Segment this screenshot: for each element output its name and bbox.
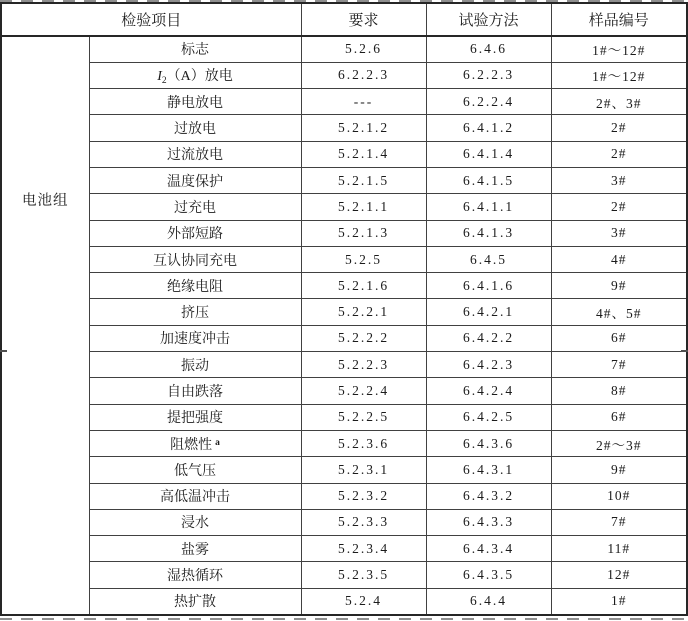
item-cell (89, 246, 301, 272)
page-break-tick-left (0, 350, 7, 352)
table-row (1, 536, 687, 562)
table-row (1, 62, 687, 88)
method-cell: 6.4.4 (426, 588, 551, 614)
item-text: 温度保护 (167, 174, 223, 190)
sample-cell: 1# (551, 588, 687, 614)
method-cell: 6.2.2.3 (426, 62, 551, 88)
table-row (1, 246, 687, 272)
table-row (1, 141, 687, 167)
item-text: 盐雾 (181, 542, 209, 558)
item-cell (89, 62, 301, 88)
method-cell: 6.4.1.2 (426, 115, 551, 141)
requirement-cell: 5.2.5 (301, 246, 426, 272)
requirement-cell: 5.2.1.2 (301, 115, 426, 141)
sample-cell: 2#、3# (551, 89, 687, 115)
group-label: 电池组 (22, 193, 69, 209)
method-cell: 6.4.2.1 (426, 299, 551, 325)
item-cell (89, 273, 301, 299)
item-cell (89, 562, 301, 588)
requirement-cell: 5.2.2.1 (301, 299, 426, 325)
sample-cell: 1#～12# (551, 62, 687, 88)
item-text: 绝缘电阻 (167, 279, 223, 295)
method-cell: 6.4.3.4 (426, 536, 551, 562)
inspection-table (0, 2, 688, 616)
item-cell (89, 36, 301, 62)
table-row (1, 457, 687, 483)
item-cell (89, 404, 301, 430)
header-method: 试验方法 (426, 3, 551, 36)
sample-cell: 12# (551, 562, 687, 588)
table-row (1, 483, 687, 509)
item-cell (89, 115, 301, 141)
requirement-cell: 5.2.3.5 (301, 562, 426, 588)
group-cell (1, 36, 89, 615)
requirement-cell: 5.2.6 (301, 36, 426, 62)
requirement-cell: 5.2.1.1 (301, 194, 426, 220)
item-cell (89, 457, 301, 483)
table-row (1, 89, 687, 115)
method-cell: 6.4.5 (426, 246, 551, 272)
sample-cell: 10# (551, 483, 687, 509)
requirement-cell: 5.2.2.5 (301, 404, 426, 430)
requirement-cell: 5.2.1.6 (301, 273, 426, 299)
header-requirement: 要求 (301, 3, 426, 36)
item-text: 外部短路 (167, 227, 223, 243)
table-row (1, 352, 687, 378)
item-cell (89, 378, 301, 404)
table-row (1, 378, 687, 404)
table-row (1, 299, 687, 325)
sample-cell: 4# (551, 246, 687, 272)
requirement-cell: 6.2.2.3 (301, 62, 426, 88)
header-row (1, 3, 687, 36)
table-row (1, 588, 687, 614)
footnote-marker: a (215, 437, 220, 448)
item-text: 湿热循环 (167, 569, 223, 585)
item-text: 热扩散 (174, 595, 216, 611)
requirement-cell: 5.2.4 (301, 588, 426, 614)
item-text-part: （A）放电 (166, 68, 233, 84)
sample-cell: 8# (551, 378, 687, 404)
item-text: 加速度冲击 (160, 332, 230, 348)
requirement-cell: 5.2.3.6 (301, 430, 426, 456)
sample-cell: 9# (551, 457, 687, 483)
item-text: 高低温冲击 (160, 490, 230, 506)
sample-cell: 2# (551, 115, 687, 141)
requirement-cell: 5.2.3.4 (301, 536, 426, 562)
item-text: 过流放电 (167, 148, 223, 164)
method-cell: 6.4.2.5 (426, 404, 551, 430)
item-text: 浸水 (181, 516, 209, 532)
item-text-part: 2 (161, 75, 167, 86)
sample-cell: 2# (551, 194, 687, 220)
method-cell: 6.4.2.4 (426, 378, 551, 404)
item-text: 互认协同充电 (153, 253, 237, 269)
requirement-cell: 5.2.3.1 (301, 457, 426, 483)
item-cell (89, 220, 301, 246)
sample-cell: 3# (551, 220, 687, 246)
method-cell: 6.4.1.5 (426, 167, 551, 193)
item-cell (89, 89, 301, 115)
table-row (1, 167, 687, 193)
method-cell: 6.4.3.2 (426, 483, 551, 509)
item-text: 阻燃性 (170, 437, 213, 453)
method-cell: 6.4.6 (426, 36, 551, 62)
item-cell (89, 430, 301, 456)
item-text: 过充电 (174, 200, 216, 216)
table-row (1, 325, 687, 351)
method-cell: 6.4.1.6 (426, 273, 551, 299)
item-text: 静电放电 (167, 95, 223, 111)
sample-cell: 7# (551, 509, 687, 535)
header-item: 检验项目 (1, 3, 301, 36)
sample-cell: 4#、5# (551, 299, 687, 325)
table-row (1, 220, 687, 246)
method-cell: 6.4.1.1 (426, 194, 551, 220)
requirement-cell: 5.2.3.3 (301, 509, 426, 535)
sample-cell: 11# (551, 536, 687, 562)
requirement-cell: --- (301, 89, 426, 115)
sample-cell: 2# (551, 141, 687, 167)
item-text: 过放电 (174, 122, 216, 138)
item-cell (89, 536, 301, 562)
method-cell: 6.4.2.3 (426, 352, 551, 378)
bottom-dashed-edge (0, 618, 688, 620)
table-row (1, 404, 687, 430)
item-text: 振动 (181, 358, 209, 374)
method-cell: 6.4.1.4 (426, 141, 551, 167)
item-text-part: I (157, 68, 162, 84)
header-sample: 样品编号 (551, 3, 687, 36)
sample-cell: 3# (551, 167, 687, 193)
item-cell (89, 588, 301, 614)
method-cell: 6.4.3.1 (426, 457, 551, 483)
item-cell (89, 194, 301, 220)
item-cell (89, 141, 301, 167)
requirement-cell: 5.2.3.2 (301, 483, 426, 509)
item-cell (89, 325, 301, 351)
item-cell (89, 483, 301, 509)
method-cell: 6.4.3.3 (426, 509, 551, 535)
sample-cell: 6# (551, 325, 687, 351)
requirement-cell: 5.2.1.4 (301, 141, 426, 167)
method-cell: 6.4.2.2 (426, 325, 551, 351)
table-row (1, 430, 687, 456)
sample-cell: 1#～12# (551, 36, 687, 62)
table-header (1, 3, 687, 36)
method-cell: 6.4.3.5 (426, 562, 551, 588)
item-text: 低气压 (174, 463, 216, 479)
page-break-tick-right (681, 350, 688, 352)
item-text: 标志 (181, 43, 209, 59)
table-row (1, 115, 687, 141)
item-cell (89, 299, 301, 325)
item-cell (89, 509, 301, 535)
method-cell: 6.2.2.4 (426, 89, 551, 115)
table-row (1, 273, 687, 299)
table-row (1, 509, 687, 535)
requirement-cell: 5.2.2.4 (301, 378, 426, 404)
sample-cell: 2#～3# (551, 430, 687, 456)
table-body (1, 36, 687, 615)
item-text: 提把强度 (167, 411, 223, 427)
sample-cell: 6# (551, 404, 687, 430)
item-cell (89, 167, 301, 193)
method-cell: 6.4.1.3 (426, 220, 551, 246)
requirement-cell: 5.2.1.3 (301, 220, 426, 246)
sample-cell: 7# (551, 352, 687, 378)
item-text: 挤压 (181, 306, 209, 322)
requirement-cell: 5.2.2.2 (301, 325, 426, 351)
table-row (1, 36, 687, 62)
table-row (1, 194, 687, 220)
item-cell (89, 352, 301, 378)
requirement-cell: 5.2.1.5 (301, 167, 426, 193)
item-text: 自由跌落 (167, 385, 223, 400)
requirement-cell: 5.2.2.3 (301, 352, 426, 378)
table-row (1, 562, 687, 588)
sample-cell: 9# (551, 273, 687, 299)
method-cell: 6.4.3.6 (426, 430, 551, 456)
